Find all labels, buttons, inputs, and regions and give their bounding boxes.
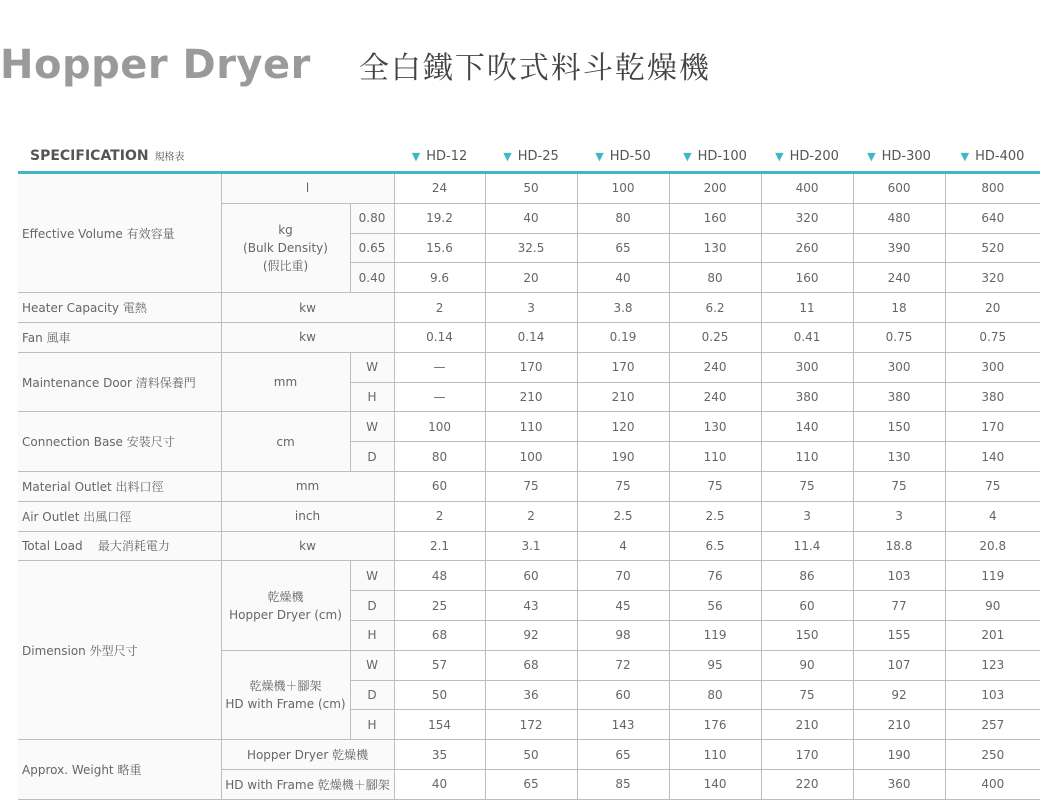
value-cell: 40 bbox=[577, 263, 669, 293]
value-cell: 110 bbox=[761, 442, 853, 472]
value-cell: 20.8 bbox=[945, 531, 1040, 561]
row-label: Approx. Weight 略重 bbox=[18, 740, 221, 800]
value-cell: 68 bbox=[394, 620, 485, 650]
page-title bbox=[0, 40, 711, 90]
value-cell: 57 bbox=[394, 650, 485, 680]
value-cell: 4 bbox=[945, 501, 1040, 531]
value-cell: 380 bbox=[761, 382, 853, 412]
value-cell: 15.6 bbox=[394, 233, 485, 263]
value-cell: 60 bbox=[485, 561, 577, 591]
value-cell: 172 bbox=[485, 710, 577, 740]
value-cell: 0.75 bbox=[945, 322, 1040, 352]
unit-cell: kg (Bulk Density) (假比重) bbox=[221, 203, 350, 292]
unit-cell: l bbox=[221, 173, 394, 204]
dimension-letter: W bbox=[350, 561, 394, 591]
value-cell: 170 bbox=[577, 352, 669, 382]
value-cell: 0.41 bbox=[761, 322, 853, 352]
value-cell: 25 bbox=[394, 591, 485, 621]
model-header: ▼ HD-200 bbox=[761, 141, 853, 173]
value-cell: 143 bbox=[577, 710, 669, 740]
dimension-letter: W bbox=[350, 412, 394, 442]
value-cell: 300 bbox=[945, 352, 1040, 382]
value-cell: 95 bbox=[669, 650, 761, 680]
value-cell: 380 bbox=[853, 382, 945, 412]
value-cell: 120 bbox=[577, 412, 669, 442]
table-row bbox=[18, 293, 1040, 323]
value-cell: 3.8 bbox=[577, 293, 669, 323]
value-cell: 160 bbox=[761, 263, 853, 293]
value-cell: 320 bbox=[761, 203, 853, 233]
value-cell: 210 bbox=[853, 710, 945, 740]
value-cell: 400 bbox=[761, 173, 853, 204]
value-cell: 45 bbox=[577, 591, 669, 621]
value-cell: 40 bbox=[485, 203, 577, 233]
value-cell: 77 bbox=[853, 591, 945, 621]
dimension-letter: W bbox=[350, 650, 394, 680]
model-header: ▼ HD-100 bbox=[669, 141, 761, 173]
unit-cell: 乾燥機 Hopper Dryer (cm) bbox=[221, 561, 350, 650]
unit-cell: kw bbox=[221, 293, 394, 323]
model-header: ▼ HD-50 bbox=[577, 141, 669, 173]
value-cell: 48 bbox=[394, 561, 485, 591]
value-cell: 2.1 bbox=[394, 531, 485, 561]
unit-cell: Hopper Dryer 乾燥機 bbox=[221, 740, 394, 770]
dimension-letter: H bbox=[350, 710, 394, 740]
density-cell: 0.80 bbox=[350, 203, 394, 233]
value-cell: 2.5 bbox=[669, 501, 761, 531]
value-cell: 320 bbox=[945, 263, 1040, 293]
value-cell: 155 bbox=[853, 620, 945, 650]
value-cell: 32.5 bbox=[485, 233, 577, 263]
value-cell: 75 bbox=[485, 471, 577, 501]
value-cell: 75 bbox=[761, 680, 853, 710]
title-chinese: 全白鐵下吹式料斗乾燥機 bbox=[358, 51, 711, 86]
value-cell: 154 bbox=[394, 710, 485, 740]
table-header-row bbox=[18, 141, 1040, 173]
value-cell: 103 bbox=[945, 680, 1040, 710]
value-cell: 18.8 bbox=[853, 531, 945, 561]
value-cell: 72 bbox=[577, 650, 669, 680]
value-cell: 92 bbox=[485, 620, 577, 650]
value-cell: 390 bbox=[853, 233, 945, 263]
value-cell: 0.75 bbox=[853, 322, 945, 352]
value-cell: 100 bbox=[577, 173, 669, 204]
value-cell: 9.6 bbox=[394, 263, 485, 293]
triangle-down-icon: ▼ bbox=[775, 149, 784, 163]
dimension-letter: D bbox=[350, 591, 394, 621]
row-label: Total Load 最大消耗電力 bbox=[18, 531, 221, 561]
unit-cell: 乾燥機＋腳架 HD with Frame (cm) bbox=[221, 650, 350, 739]
value-cell: 119 bbox=[669, 620, 761, 650]
value-cell: 210 bbox=[761, 710, 853, 740]
table-row bbox=[18, 352, 1040, 382]
value-cell: 50 bbox=[485, 740, 577, 770]
dimension-letter: H bbox=[350, 620, 394, 650]
table-row bbox=[18, 740, 1040, 770]
value-cell: 75 bbox=[945, 471, 1040, 501]
unit-cell: mm bbox=[221, 352, 350, 412]
value-cell: 210 bbox=[577, 382, 669, 412]
value-cell: 56 bbox=[669, 591, 761, 621]
value-cell: 123 bbox=[945, 650, 1040, 680]
value-cell: 257 bbox=[945, 710, 1040, 740]
value-cell: 2 bbox=[394, 501, 485, 531]
dimension-letter: D bbox=[350, 680, 394, 710]
value-cell: 150 bbox=[761, 620, 853, 650]
value-cell: 170 bbox=[761, 740, 853, 770]
value-cell: 80 bbox=[577, 203, 669, 233]
value-cell: 800 bbox=[945, 173, 1040, 204]
table-row bbox=[18, 501, 1040, 531]
value-cell: 90 bbox=[761, 650, 853, 680]
table-row bbox=[18, 322, 1040, 352]
value-cell: 210 bbox=[485, 382, 577, 412]
value-cell: 380 bbox=[945, 382, 1040, 412]
value-cell: 160 bbox=[669, 203, 761, 233]
value-cell: 140 bbox=[945, 442, 1040, 472]
value-cell: 92 bbox=[853, 680, 945, 710]
value-cell: — bbox=[394, 352, 485, 382]
unit-cell: HD with Frame 乾燥機＋腳架 bbox=[221, 769, 394, 799]
row-label: Fan 風車 bbox=[18, 322, 221, 352]
value-cell: 11 bbox=[761, 293, 853, 323]
value-cell: 0.14 bbox=[485, 322, 577, 352]
table-row bbox=[18, 531, 1040, 561]
model-header: ▼ HD-300 bbox=[853, 141, 945, 173]
value-cell: 0.25 bbox=[669, 322, 761, 352]
value-cell: 240 bbox=[669, 352, 761, 382]
value-cell: 200 bbox=[669, 173, 761, 204]
value-cell: 19.2 bbox=[394, 203, 485, 233]
value-cell: 60 bbox=[394, 471, 485, 501]
value-cell: 119 bbox=[945, 561, 1040, 591]
value-cell: 60 bbox=[761, 591, 853, 621]
row-label: Connection Base 安裝尺寸 bbox=[18, 412, 221, 472]
value-cell: 103 bbox=[853, 561, 945, 591]
value-cell: 140 bbox=[761, 412, 853, 442]
value-cell: 110 bbox=[669, 740, 761, 770]
dimension-letter: W bbox=[350, 352, 394, 382]
value-cell: 3 bbox=[485, 293, 577, 323]
unit-cell: cm bbox=[221, 412, 350, 472]
title-english: Hopper Dryer bbox=[0, 42, 311, 88]
value-cell: 86 bbox=[761, 561, 853, 591]
value-cell: 68 bbox=[485, 650, 577, 680]
value-cell: 65 bbox=[577, 233, 669, 263]
value-cell: 600 bbox=[853, 173, 945, 204]
value-cell: 35 bbox=[394, 740, 485, 770]
value-cell: 360 bbox=[853, 769, 945, 799]
value-cell: 65 bbox=[485, 769, 577, 799]
triangle-down-icon: ▼ bbox=[960, 149, 970, 163]
value-cell: 201 bbox=[945, 620, 1040, 650]
value-cell: 190 bbox=[853, 740, 945, 770]
model-header: ▼ HD-12 bbox=[394, 141, 485, 173]
table-row bbox=[18, 173, 1040, 204]
value-cell: 75 bbox=[853, 471, 945, 501]
density-cell: 0.65 bbox=[350, 233, 394, 263]
value-cell: 260 bbox=[761, 233, 853, 263]
value-cell: 90 bbox=[945, 591, 1040, 621]
value-cell: 170 bbox=[945, 412, 1040, 442]
value-cell: 140 bbox=[669, 769, 761, 799]
dimension-letter: H bbox=[350, 382, 394, 412]
value-cell: 520 bbox=[945, 233, 1040, 263]
value-cell: — bbox=[394, 382, 485, 412]
value-cell: 20 bbox=[945, 293, 1040, 323]
value-cell: 80 bbox=[394, 442, 485, 472]
value-cell: 300 bbox=[853, 352, 945, 382]
value-cell: 4 bbox=[577, 531, 669, 561]
value-cell: 75 bbox=[577, 471, 669, 501]
triangle-down-icon: ▼ bbox=[411, 149, 421, 163]
value-cell: 18 bbox=[853, 293, 945, 323]
value-cell: 176 bbox=[669, 710, 761, 740]
value-cell: 75 bbox=[761, 471, 853, 501]
value-cell: 50 bbox=[394, 680, 485, 710]
value-cell: 50 bbox=[485, 173, 577, 204]
triangle-down-icon: ▼ bbox=[683, 149, 692, 163]
unit-cell: kw bbox=[221, 322, 394, 352]
value-cell: 60 bbox=[577, 680, 669, 710]
value-cell: 36 bbox=[485, 680, 577, 710]
triangle-down-icon: ▼ bbox=[503, 149, 512, 163]
value-cell: 100 bbox=[485, 442, 577, 472]
table-row bbox=[18, 561, 1040, 591]
value-cell: 480 bbox=[853, 203, 945, 233]
value-cell: 80 bbox=[669, 263, 761, 293]
value-cell: 6.5 bbox=[669, 531, 761, 561]
unit-cell: inch bbox=[221, 501, 394, 531]
dimension-letter: D bbox=[350, 442, 394, 472]
value-cell: 65 bbox=[577, 740, 669, 770]
value-cell: 190 bbox=[577, 442, 669, 472]
value-cell: 85 bbox=[577, 769, 669, 799]
triangle-down-icon: ▼ bbox=[595, 149, 604, 163]
table-row bbox=[18, 471, 1040, 501]
row-label: Heater Capacity 電熱 bbox=[18, 293, 221, 323]
triangle-down-icon: ▼ bbox=[867, 149, 876, 163]
value-cell: 100 bbox=[394, 412, 485, 442]
value-cell: 0.19 bbox=[577, 322, 669, 352]
value-cell: 2 bbox=[485, 501, 577, 531]
value-cell: 3 bbox=[853, 501, 945, 531]
value-cell: 40 bbox=[394, 769, 485, 799]
value-cell: 76 bbox=[669, 561, 761, 591]
value-cell: 107 bbox=[853, 650, 945, 680]
value-cell: 640 bbox=[945, 203, 1040, 233]
value-cell: 24 bbox=[394, 173, 485, 204]
value-cell: 11.4 bbox=[761, 531, 853, 561]
value-cell: 130 bbox=[853, 442, 945, 472]
value-cell: 2 bbox=[394, 293, 485, 323]
value-cell: 130 bbox=[669, 412, 761, 442]
unit-cell: mm bbox=[221, 471, 394, 501]
value-cell: 220 bbox=[761, 769, 853, 799]
value-cell: 300 bbox=[761, 352, 853, 382]
spec-header: SPECIFICATION 規格表 bbox=[18, 141, 394, 173]
model-header: ▼ HD-25 bbox=[485, 141, 577, 173]
value-cell: 80 bbox=[669, 680, 761, 710]
value-cell: 110 bbox=[485, 412, 577, 442]
value-cell: 43 bbox=[485, 591, 577, 621]
row-label: Maintenance Door 清料保養門 bbox=[18, 352, 221, 412]
value-cell: 3.1 bbox=[485, 531, 577, 561]
value-cell: 3 bbox=[761, 501, 853, 531]
row-label: Dimension 外型尺寸 bbox=[18, 561, 221, 740]
value-cell: 130 bbox=[669, 233, 761, 263]
value-cell: 0.14 bbox=[394, 322, 485, 352]
value-cell: 240 bbox=[669, 382, 761, 412]
row-label: Effective Volume 有效容量 bbox=[18, 173, 221, 293]
row-label: Air Outlet 出風口徑 bbox=[18, 501, 221, 531]
density-cell: 0.40 bbox=[350, 263, 394, 293]
value-cell: 170 bbox=[485, 352, 577, 382]
value-cell: 400 bbox=[945, 769, 1040, 799]
value-cell: 150 bbox=[853, 412, 945, 442]
value-cell: 75 bbox=[669, 471, 761, 501]
unit-cell: kw bbox=[221, 531, 394, 561]
value-cell: 110 bbox=[669, 442, 761, 472]
value-cell: 20 bbox=[485, 263, 577, 293]
value-cell: 240 bbox=[853, 263, 945, 293]
model-header: ▼ HD-400 bbox=[945, 141, 1040, 173]
table-row bbox=[18, 412, 1040, 442]
specification-table bbox=[18, 141, 1040, 800]
value-cell: 70 bbox=[577, 561, 669, 591]
row-label: Material Outlet 出料口徑 bbox=[18, 471, 221, 501]
value-cell: 6.2 bbox=[669, 293, 761, 323]
value-cell: 2.5 bbox=[577, 501, 669, 531]
value-cell: 250 bbox=[945, 740, 1040, 770]
value-cell: 98 bbox=[577, 620, 669, 650]
